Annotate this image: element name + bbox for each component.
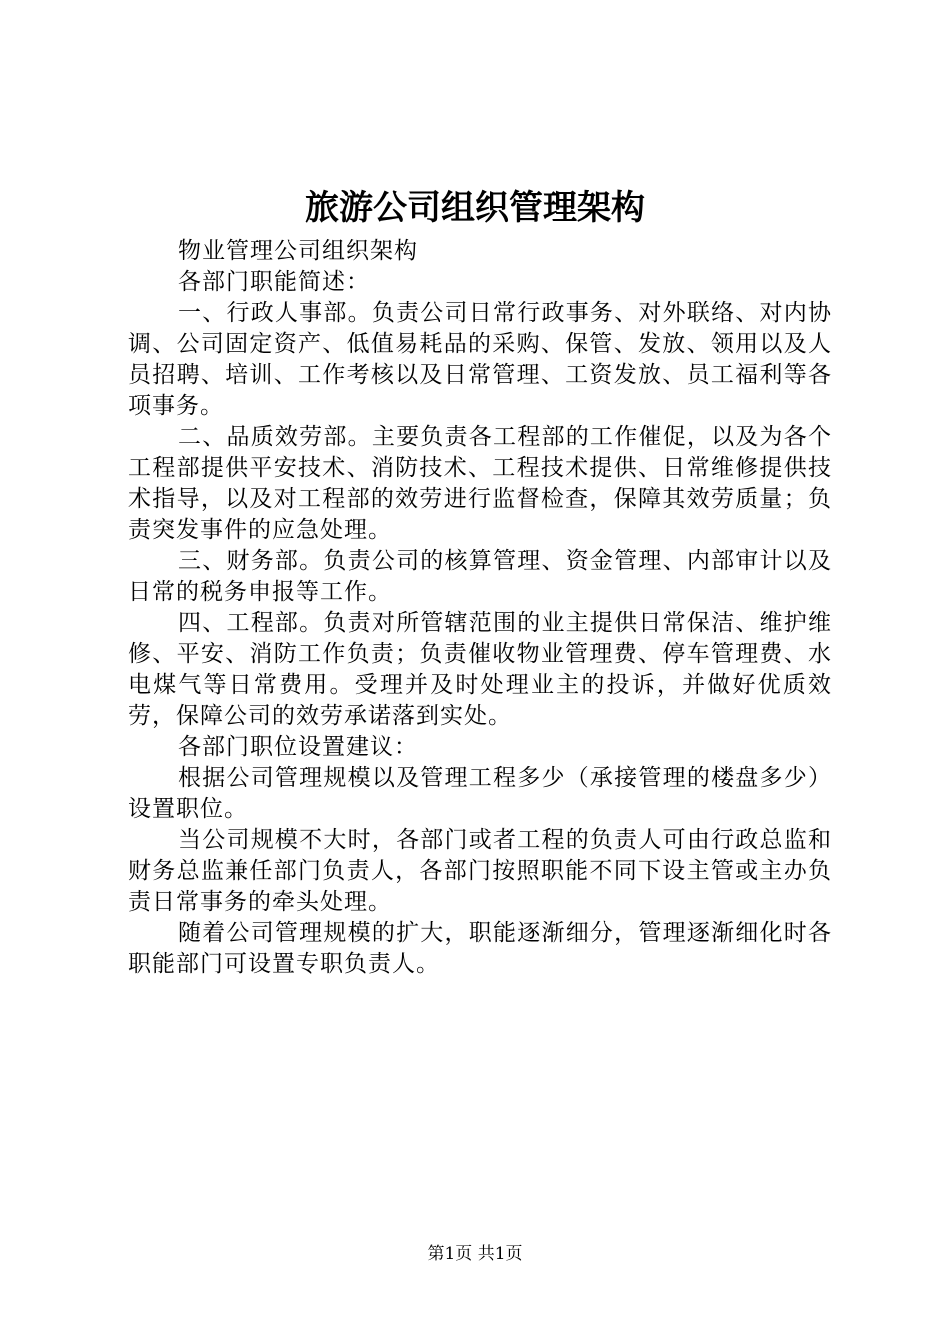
paragraph-positions-basis: 根据公司管理规模以及管理工程多少（承接管理的楼盘多少）设置职位。 — [128, 765, 832, 822]
paragraph-large-scale: 随着公司管理规模的扩大，职能逐渐细分，管理逐渐细化时各职能部门可设置专职负责人。 — [128, 920, 832, 977]
paragraph-small-scale: 当公司规模不大时，各部门或者工程的负责人可由行政总监和财务总监兼任部门负责人，各部门按照职能不同下设主管或主办负责日常事务的牵头处理。 — [128, 827, 832, 915]
document-title: 旅游公司组织管理架构 — [305, 188, 645, 228]
paragraph-functions-heading: 各部门职能简述： — [178, 269, 370, 295]
paragraph-quality-service: 二、品质效劳部。主要负责各工程部的工作催促，以及为各个工程部提供平安技术、消防技术、工程技术提供、日常维修提供技术指导，以及对工程部的效劳进行监督检查，保障其效劳质量；负责突发事件的应急处理。 — [128, 424, 832, 543]
page-footer: 第1页 共1页 — [427, 1244, 523, 1264]
paragraph-engineering: 四、工程部。负责对所管辖范围的业主提供日常保洁、维护维修、平安、消防工作负责；负责催收物业管理费、停车管理费、水电煤气等日常费用。受理并及时处理业主的投诉，并做好优质效劳，保障公司的效劳承诺落到实处。 — [128, 610, 832, 729]
paragraph-admin-hr: 一、行政人事部。负责公司日常行政事务、对外联络、对内协调、公司固定资产、低值易耗品的采购、保管、发放、领用以及人员招聘、培训、工作考核以及日常管理、工资发放、员工福利等各项事务。 — [128, 300, 832, 419]
document-body — [128, 236, 832, 980]
paragraph-finance: 三、财务部。负责公司的核算管理、资金管理、内部审计以及日常的税务申报等工作。 — [128, 548, 832, 605]
paragraph-subtitle: 物业管理公司组织架构 — [178, 238, 418, 264]
paragraph-positions-heading: 各部门职位设置建议： — [178, 734, 418, 760]
